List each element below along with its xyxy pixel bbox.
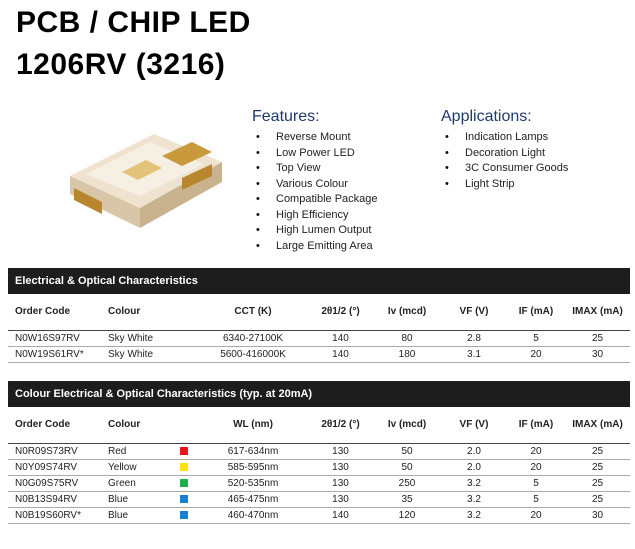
colour-label: Blue — [108, 509, 129, 521]
led-chip-image — [62, 126, 232, 236]
features-heading: Features: — [252, 108, 320, 125]
application-item: • Decoration Light — [441, 146, 568, 162]
colour-cell — [101, 507, 198, 523]
col-header: Iv (mcd) — [373, 407, 441, 443]
table-title: Electrical & Optical Characteristics — [8, 268, 630, 294]
cell: 5 — [507, 491, 565, 507]
col-header: 2θ1/2 (°) — [308, 407, 373, 443]
green-swatch-icon — [180, 479, 188, 487]
applications-heading: Applications: — [441, 108, 532, 125]
cell: 5 — [507, 330, 565, 346]
feature-item: • Reverse Mount — [252, 130, 378, 146]
cell: 3.2 — [441, 507, 507, 523]
application-item: • Light Strip — [441, 177, 568, 193]
cell: N0W16S97RV — [8, 330, 101, 346]
cell: N0R09S73RV — [8, 443, 101, 459]
cell: 30 — [565, 507, 630, 523]
cell: Sky White — [101, 330, 198, 346]
cell: 3.2 — [441, 491, 507, 507]
cell: 35 — [373, 491, 441, 507]
cell: 460-470nm — [198, 507, 308, 523]
cell: 20 — [507, 443, 565, 459]
table-title: Colour Electrical & Optical Characteristics (typ. at 20mA) — [8, 381, 630, 407]
cell: 520-535nm — [198, 475, 308, 491]
cell: 50 — [373, 459, 441, 475]
cell: 140 — [308, 330, 373, 346]
cell: 25 — [565, 475, 630, 491]
blue-swatch-icon — [180, 511, 188, 519]
cell: 25 — [565, 459, 630, 475]
red-swatch-icon — [180, 447, 188, 455]
cell: 25 — [565, 443, 630, 459]
cell: 5600-416000K — [198, 346, 308, 362]
colour-cell — [101, 459, 198, 475]
cell: 30 — [565, 346, 630, 362]
col-header: Order Code — [8, 294, 101, 330]
application-item: • Indication Lamps — [441, 130, 568, 146]
table-row — [8, 459, 630, 475]
cell: 180 — [373, 346, 441, 362]
cell: 130 — [308, 443, 373, 459]
colour-cell — [101, 475, 198, 491]
cell: N0B13S94RV — [8, 491, 101, 507]
col-header: Colour — [101, 294, 198, 330]
cell: 130 — [308, 491, 373, 507]
cell: N0B19S60RV* — [8, 507, 101, 523]
col-header: Iv (mcd) — [373, 294, 441, 330]
cell: 250 — [373, 475, 441, 491]
cell: 20 — [507, 507, 565, 523]
col-header: WL (nm) — [198, 407, 308, 443]
application-item: • 3C Consumer Goods — [441, 161, 568, 177]
cell: N0G09S75RV — [8, 475, 101, 491]
product-title-line2: 1206RV (3216) — [16, 48, 226, 81]
cell: 130 — [308, 475, 373, 491]
table-row — [8, 443, 630, 459]
colour-cell — [101, 491, 198, 507]
feature-item: • Low Power LED — [252, 146, 378, 162]
table-row — [8, 330, 630, 346]
cell: 140 — [308, 346, 373, 362]
feature-item: • Top View — [252, 161, 378, 177]
table-row — [8, 346, 630, 362]
cell: 20 — [507, 459, 565, 475]
cell: 80 — [373, 330, 441, 346]
colour-label: Blue — [108, 493, 129, 505]
applications-section — [441, 108, 568, 192]
colour-label: Red — [108, 445, 127, 457]
col-header: 2θ1/2 (°) — [308, 294, 373, 330]
colour-label: Green — [108, 477, 136, 489]
feature-item: • Compatible Package — [252, 192, 378, 208]
features-section — [252, 108, 378, 254]
cell: 5 — [507, 475, 565, 491]
feature-item: • High Lumen Output — [252, 223, 378, 239]
cell: 25 — [565, 330, 630, 346]
cell: 3.1 — [441, 346, 507, 362]
feature-item: • High Efficiency — [252, 208, 378, 224]
cell: 2.0 — [441, 443, 507, 459]
cell: 585-595nm — [198, 459, 308, 475]
cell: N0W19S61RV* — [8, 346, 101, 362]
cell: 3.2 — [441, 475, 507, 491]
electrical-optical-table — [8, 268, 630, 363]
cell: 2.0 — [441, 459, 507, 475]
col-header: IMAX (mA) — [565, 407, 630, 443]
col-header: VF (V) — [441, 294, 507, 330]
feature-item: • Large Emitting Area — [252, 239, 378, 255]
table-row — [8, 507, 630, 523]
product-title-line1: PCB / CHIP LED — [16, 6, 251, 39]
cell: 617-634nm — [198, 443, 308, 459]
blue-swatch-icon — [180, 495, 188, 503]
cell: 2.8 — [441, 330, 507, 346]
cell: 6340-27100K — [198, 330, 308, 346]
cell: 120 — [373, 507, 441, 523]
colour-cell — [101, 443, 198, 459]
col-header: CCT (K) — [198, 294, 308, 330]
cell: N0Y09S74RV — [8, 459, 101, 475]
table-row — [8, 475, 630, 491]
cell: 25 — [565, 491, 630, 507]
cell: Sky White — [101, 346, 198, 362]
col-header: IF (mA) — [507, 407, 565, 443]
feature-item: • Various Colour — [252, 177, 378, 193]
col-header: VF (V) — [441, 407, 507, 443]
yellow-swatch-icon — [180, 463, 188, 471]
col-header: IMAX (mA) — [565, 294, 630, 330]
cell: 130 — [308, 459, 373, 475]
cell: 140 — [308, 507, 373, 523]
cell: 50 — [373, 443, 441, 459]
cell: 20 — [507, 346, 565, 362]
col-header: Colour — [101, 407, 198, 443]
col-header: IF (mA) — [507, 294, 565, 330]
colour-label: Yellow — [108, 461, 137, 473]
col-header: Order Code — [8, 407, 101, 443]
colour-characteristics-table — [8, 381, 630, 524]
cell: 465-475nm — [198, 491, 308, 507]
table-row — [8, 491, 630, 507]
